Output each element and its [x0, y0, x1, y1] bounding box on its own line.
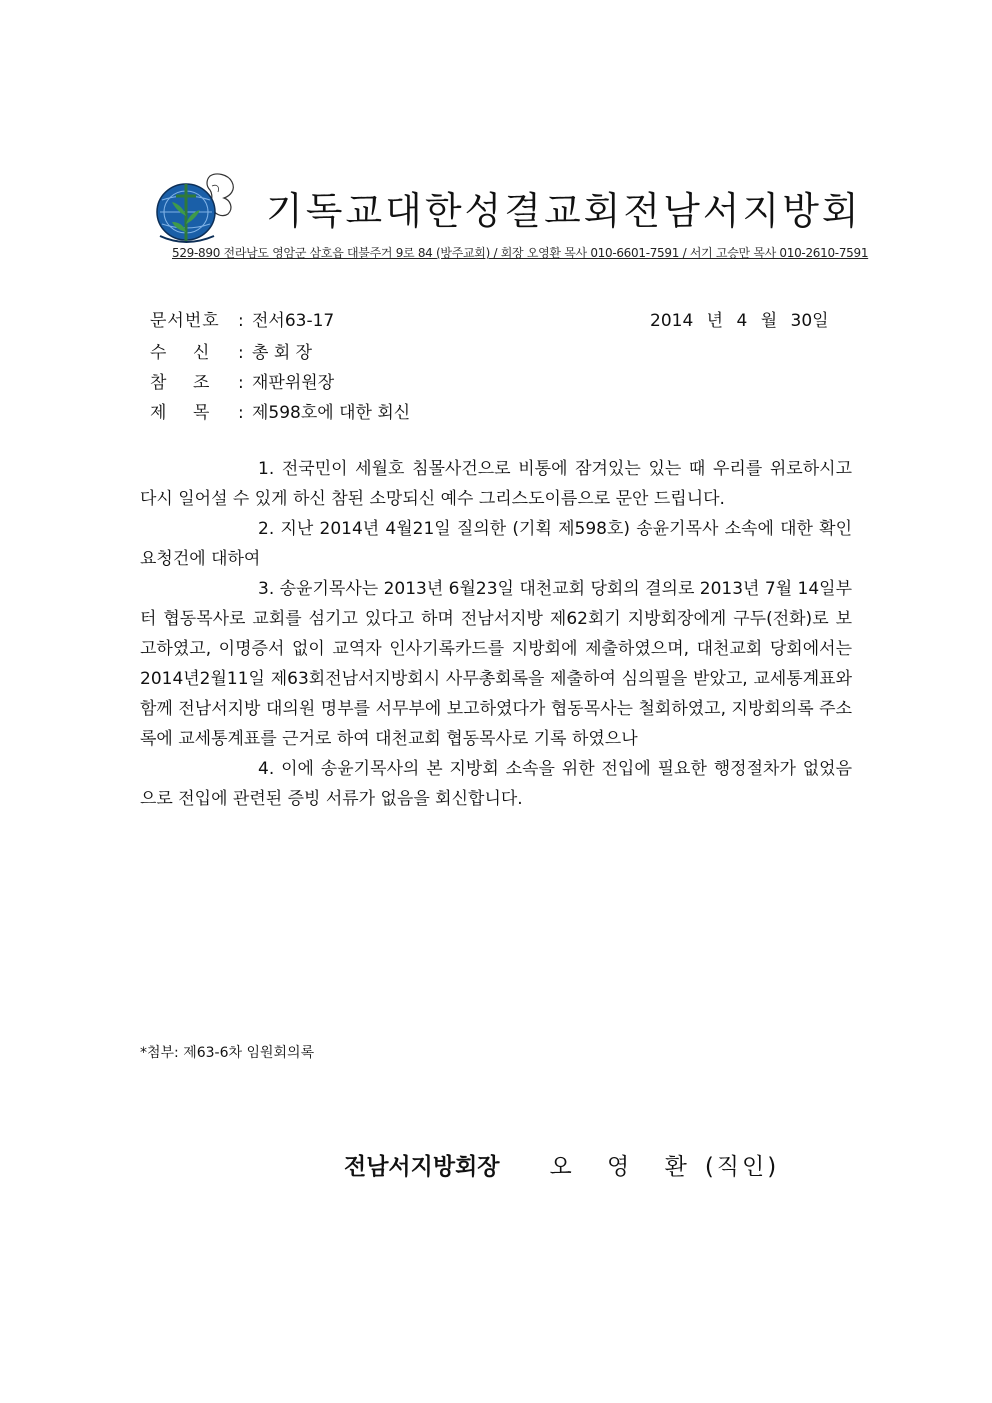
colon: :	[238, 373, 244, 393]
signer-name: 오 영 환	[549, 1154, 695, 1180]
attachment-note: *첨부: 제63-6차 임원회의록	[140, 1045, 315, 1061]
body-paragraph-3: 3. 송윤기목사는 2013년 6월23일 대천교회 당회의 결의로 2013년 7월 14일부터 협동목사로 교회를 섬기고 있다고 하며 전남서지방 제62회기 지방회장에게 구두(전화)로 보고하였고, 이명증서 없이 교역자 인사기록카드를 지방회에 제출하였으며, 대천교회 당회에서는 2014년2월11일 제63회전남서지방회시 사무총회록을 제출하여 심의필을 받았고, 교세통계표와 함께 전남서지방 대의원 명부를 서무부에 보고하였다가 협동목사는 철회하였고, 지방회의록 주소록에 교세통계표를 근거로 하여 대천교회 협동목사로 기록 하였으나	[140, 579, 852, 749]
colon: :	[238, 403, 244, 423]
subject-value: 제598호에 대한 회신	[252, 403, 411, 423]
reference-row	[150, 368, 334, 393]
signer-title: 전남서지방회장	[344, 1154, 500, 1180]
doc-number-label: 문서번호	[150, 311, 220, 331]
subject-label: 제 목	[150, 403, 211, 423]
colon: :	[238, 343, 244, 363]
doc-number-value: 전서63-17	[252, 311, 335, 331]
reference-value: 재판위원장	[252, 373, 335, 393]
recipient-value: 총 회 장	[252, 343, 313, 363]
body-paragraph-1: 1. 전국민이 세월호 침몰사건으로 비통에 잠겨있는 있는 때 우리를 위로하시고 다시 일어설 수 있게 하신 참된 소망되신 예수 그리스도이름으로 문안 드립니다.	[140, 459, 852, 509]
body-paragraph-2: 2. 지난 2014년 4월21일 질의한 (기획 제598호) 송윤기목사 소속에 대한 확인 요청건에 대하여	[140, 519, 852, 569]
document-date: 2014 년 4 월 30일	[650, 311, 829, 331]
signature-block	[344, 1148, 779, 1181]
doc-number-row	[150, 306, 334, 331]
official-seal-mark: (직인)	[704, 1154, 780, 1180]
letter-body	[140, 454, 852, 814]
recipient-label: 수 신	[150, 343, 211, 363]
reference-label: 참 조	[150, 373, 211, 393]
organization-address-line: 529-890 전라남도 영암군 삼호읍 대불주거 9로 84 (방주교회) / 회장 오영환 목사 010-6601-7591 / 서기 고승만 목사 010-2610-7591	[172, 246, 869, 260]
church-emblem-logo	[154, 172, 236, 246]
colon: :	[238, 311, 244, 331]
recipient-row	[150, 338, 312, 363]
subject-row	[150, 398, 410, 423]
organization-title: 기독교대한성결교회전남서지방회	[266, 189, 862, 233]
body-paragraph-4: 4. 이에 송윤기목사의 본 지방회 소속을 위한 전입에 필요한 행정절차가 없었음으로 전입에 관련된 증빙 서류가 없음을 회신합니다.	[140, 759, 852, 809]
